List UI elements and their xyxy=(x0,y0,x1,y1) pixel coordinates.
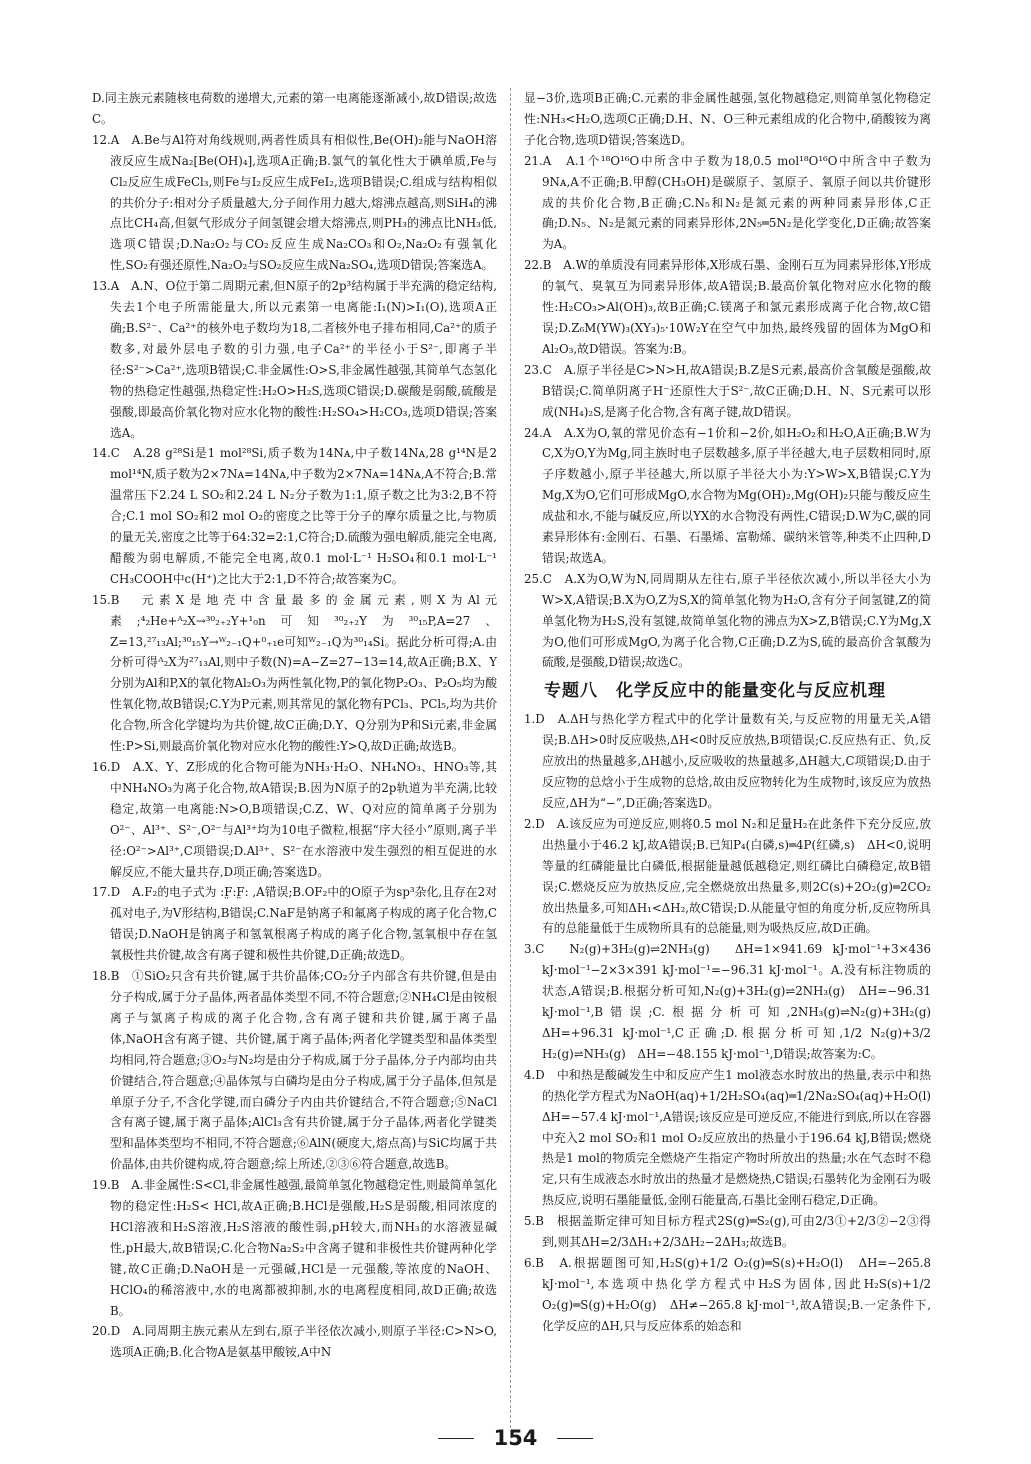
right-column xyxy=(524,88,943,1337)
right-column-answers-b xyxy=(524,709,943,1336)
answer-paragraph: 15.B 元素X是地壳中含量最多的金属元素,则X为Al元素;⁴₂He+ᴬ₂X→³⁰₂₊₂Y+¹₀n可知³⁰₂₊₂Y为³⁰₁₅P,A=27、Z=13,²⁷₁₃Al;³⁰₁₅Y→ᵂ₂₋₁Q+⁰₊₁e可知ᵂ₂₋₁Q为³⁰₁₄Si。据此分析可得;A.由分析可得ᴬ₂X为²⁷₁₃Al,则中子数(N)=A−Z=27−13=14,故A正确;B.X、Y分别为Al和P,X的氧化物Al₂O₃为两性氧化物,P的氧化物P₂O₃、P₂O₅均为酸性氧化物,故B错误;C.Y为P元素,则其常见的氯化物有PCl₃、PCl₅,均为共价化合物,所含化学键均为共价键,故C正确;D.Y、Q分别为P和Si元素,非金属性:P>Si,则最高价氧化物对应水化物的酸性:Y>Q,故D正确;故选B。 xyxy=(92,592,497,754)
answer-paragraph: 18.B ①SiO₂只含有共价键,属于共价晶体;CO₂分子内部含有共价键,但是由分子构成,属于分子晶体,两者晶体类型不同,不符合题意;②NH₄Cl是由铵根离子与氯离子构成的离子化合物,含有离子键和共价键,属于离子晶体,NaOH含有离子键、共价键,属于离子晶体;两者化学键类型和晶体类型均相同,符合题意;③O₂与N₂均是由分子构成,属于分子晶体,分子内部均由共价键结合,符合题意;④晶体氖与白磷均是由分子构成,属于分子晶体,但氖是单原子分子,不含化学键,而白磷分子内由共价键结合,不符合题意;⑤NaCl含有离子键,属于离子晶体;AlCl₃含有共价键,属于分子晶体,两者化学键类型和晶体类型均不相同,不符合题意;⑥AlN(硬度大,熔点高)与SiC均属于共价晶体,由共价键构成,符合题意;综上所述,②③⑥符合题意,故选B。 xyxy=(92,969,497,1172)
answer-paragraph: 13.A A.N、O位于第二周期元素,但N原子的2p³结构属于半充满的稳定结构,失去1个电子所需能量大,所以元素第一电离能:I₁(N)>I₁(O),选项A正确;B.S²⁻、Ca²⁺的核外电子数均为18,二者核外电子排布相同,Ca²⁺的质子数多,对最外层电子数的引力强,电子Ca²⁺的半径小于S²⁻,即离子半径:S²⁻>Ca²⁺,选项B错误;C.非金属性:O>S,非金属性越强,其简单气态氢化物的热稳定性越强,热稳定性:H₂O>H₂S,选项C错误;D.碳酸是弱酸,硫酸是强酸,即最高价氧化物对应水化物的酸性:H₂SO₄>H₂CO₃,选项D错误;答案选A。 xyxy=(92,279,497,440)
answer-paragraph: 3.C N₂(g)+3H₂(g)⇌2NH₃(g) ΔH=1×941.69 kJ·mol⁻¹+3×436 kJ·mol⁻¹−2×3×391 kJ·mol⁻¹=−96.31 kJ·mol⁻¹。A.没有标注物质的状态,A错误;B.根据分析可知,N₂(g)+3H₂(g)⇌2NH₃(g) ΔH=−96.31 kJ·mol⁻¹,B错误;C.根据分析可知,2NH₃(g)⇌N₂(g)+3H₂(g) ΔH=+96.31 kJ·mol⁻¹,C正确;D.根据分析可知,1/2 N₂(g)+3/2 H₂(g)⇌NH₃(g) ΔH=−48.155 kJ·mol⁻¹,D错误;故答案为:C。 xyxy=(524,942,943,1061)
answer-paragraph: 1.D A.ΔH与热化学方程式中的化学计量数有关,与反应物的用量无关,A错误;B.ΔH>0时反应吸热,ΔH<0时反应放热,B项错误;C.反应热有正、负,反应放出的热量越多,ΔH越小,反应吸收的热量越多,ΔH越大,C项错误;D.由于反应物的总焓小于生成物的总焓,故由反应物转化为生成物时,该反应为放热反应,ΔH为“−”,D正确;答案选D。 xyxy=(524,712,931,810)
answer-paragraph: 5.B 根据盖斯定律可知目标方程式2S(g)═S₂(g),可由2/3①+2/3②−2③得到,则其ΔH=2/3ΔH₁+2/3ΔH₂−2ΔH₃;故选B。 xyxy=(524,1214,931,1250)
left-column xyxy=(92,88,497,1363)
answer-paragraph: 22.B A.W的单质没有同素异形体,X形成石墨、金刚石互为同素异形体,Y形成的氧气、臭氧互为同素异形体,故A错误;B.最高价氧化物对应水化物的酸性:H₂CO₃>Al(OH)₃,故B正确;C.镁离子和氯元素形成离子化合物,故C错误;D.Z₆M(YW)₃(XY₃)₅·10W₂Y在空气中加热,最终残留的固体为MgO和Al₂O₃,故D错误。答案为:B。 xyxy=(524,258,931,356)
answer-paragraph: 17.D A.F₂的电子式为 :F̤:F̤: ,A错误;B.OF₂中的O原子为sp³杂化,且存在2对孤对电子,为V形结构,B错误;C.NaF是钠离子和氟离子构成的离子化合物,C错误;D.NaOH是钠离子和氢氧根离子构成的离子化合物,氢氧根中存在氢氧极性共价键,故含有离子键和极性共价键,D正确;故选D。 xyxy=(92,885,497,963)
right-column-answers-a xyxy=(524,88,931,673)
answer-paragraph: 16.D A.X、Y、Z形成的化合物可能为NH₃·H₂O、NH₄NO₃、HNO₃等,其中NH₄NO₃为离子化合物,故A错误;B.因为N原子的2p轨道为半充满,比较稳定,故第一电离能:N>O,B项错误;C.Z、W、Q对应的简单离子分别为O²⁻、Al³⁺、S²⁻,O²⁻与Al³⁺均为10电子微粒,根据“序大径小”原则,离子半径:O²⁻>Al³⁺,C项错误;D.Al³⁺、S²⁻在水溶液中发生强烈的相互促进的水解反应,不能大量共存,D项正确;答案选D。 xyxy=(92,760,497,879)
answer-paragraph: 显−3价,选项B正确;C.元素的非金属性越强,氢化物越稳定,则简单氢化物稳定性:NH₃<H₂O,选项C正确;D.H、N、O三种元素组成的化合物中,硝酸铵为离子化合物,选项D错误;答案选D。 xyxy=(524,91,931,147)
answer-paragraph: 6.B A.根据题图可知,H₂S(g)+1/2 O₂(g)═S(s)+H₂O(l) ΔH=−265.8 kJ·mol⁻¹,本选项中热化学方程式中H₂S为固体,因此H₂S(s)+1/2 O₂(g)═S(g)+H₂O(g) ΔH≠−265.8 kJ·mol⁻¹,故A错误;B.一定条件下,化学反应的ΔH,只与反应体系的始态和 xyxy=(524,1255,931,1333)
answer-paragraph: 20.D A.同周期主族元素从左到右,原子半径依次减小,则原子半径:C>N>O,选项A正确;B.化合物A是氨基甲酸铵,A中N xyxy=(92,1324,497,1360)
answer-paragraph: 4.D 中和热是酸碱发生中和反应产生1 mol液态水时放出的热量,表示中和热的热化学方程式为NaOH(aq)+1/2H₂SO₄(aq)═1/2Na₂SO₄(aq)+H₂O(l) ΔH=−57.4 kJ·mol⁻¹,A错误;该反应是可逆反应,不能进行到底,所以在容器中充入2 mol SO₂和1 mol O₂反应放出的热量小于196.64 kJ,B错误;燃烧热是1 mol的物质完全燃烧产生指定产物时所放出的热量;水在气态时不稳定,只有生成液态水时放出的热量才是燃烧热,C错误;石墨转化为金刚石为吸热反应,说明石墨能量低,金刚石能量高,石墨比金刚石稳定,D正确。 xyxy=(524,1067,943,1208)
column-divider xyxy=(510,88,511,1428)
answer-paragraph: 12.A A.Be与Al符对角线规则,两者性质具有相似性,Be(OH)₂能与NaOH溶液反应生成Na₂[Be(OH)₄],选项A正确;B.氯气的氧化性大于碘单质,Fe与Cl₂反应生成FeCl₃,则Fe与I₂反应生成FeI₂,选项B错误;C.组成与结构相似的共价分子:相对分子质量越大,分子间作用力越大,熔沸点越高,则SiH₄的沸点比CH₄高,但氨气形成分子间氢键会增大熔沸点,则PH₃的沸点比NH₃低,选项C错误;D.Na₂O₂与CO₂反应生成Na₂CO₃和O₂,Na₂O₂有强氧化性,SO₂有强还原性,Na₂O₂与SO₂反应生成Na₂SO₄,选项D错误;答案选A。 xyxy=(92,132,497,273)
answer-paragraph: 2.D A.该反应为可逆反应,则将0.5 mol N₂和足量H₂在此条件下充分反应,放出热量小于46.2 kJ,故A错误;B.已知P₄(白磷,s)═4P(红磷,s) ΔH<0,说明等量的红磷能量比白磷低,根据能量越低越稳定,则红磷比白磷稳定,故B错误;C.燃烧反应为放热反应,完全燃烧放出热量多,则2C(s)+2O₂(g)═2CO₂放出热量多,可知ΔH₁<ΔH₂,故C错误;D.从能量守恒的角度分析,反应物所具有的总能量低于生成物所具有的总能量,则为吸热反应,故D正确。 xyxy=(524,816,931,936)
answer-paragraph: 14.C A.28 g²⁸Si是1 mol²⁸Si,质子数为14Nᴀ,中子数14Nᴀ,28 g¹⁴N是2 mol¹⁴N,质子数为2×7Nᴀ=14Nᴀ,中子数为2×7Nᴀ=14Nᴀ,A不符合;B.常温常压下2.24 L SO₂和2.24 L N₂分子数为1:1,原子数之比为3:2,B不符合;C.1 mol SO₂和2 mol O₂的密度之比等于分子的摩尔质量之比,与物质的量无关,密度之比等于64:32=2:1,C符合;D.硫酸为强电解质,能完全电离,醋酸为弱电解质,不能完全电离,故0.1 mol·L⁻¹ H₂SO₄和0.1 mol·L⁻¹ CH₃COOH中c(H⁺)之比大于2:1,D不符合;故答案为C。 xyxy=(92,446,497,586)
page-number: 154 xyxy=(493,1426,538,1450)
answer-paragraph: 21.A A.1个¹⁸O¹⁶O中所含中子数为18,0.5 mol¹⁸O¹⁶O中所含中子数为9Nᴀ,A不正确;B.甲醇(CH₃OH)是碳原子、氢原子、氧原子间以共价键形成的共价化合物,B正确;C.N₅和N₂是氮元素的两种同素异形体,C正确;D.N₅、N₂是氮元素的同素异形体,2N₅═5N₂是化学变化,D正确;故答案为A。 xyxy=(524,153,931,252)
answer-paragraph: 19.B A.非金属性:S<Cl,非金属性越强,最简单氢化物越稳定性,则最简单氢化物的稳定性:H₂S< HCl,故A正确;B.HCl是强酸,H₂S是弱酸,相同浓度的HCl溶液和H₂S溶液,H₂S溶液的酸性弱,pH较大,而NH₃的水溶液显碱性,pH最大,故B错误;C.化合物Na₂S₂中含离子键和非极性共价键两种化学键,故C正确;D.NaOH是一元强碱,HCl是一元强酸,等浓度的NaOH、HClO₄的稀溶液中,水的电离都被抑制,水的电离程度相同,故D正确;故选B。 xyxy=(92,1178,497,1318)
answer-paragraph: 23.C A.原子半径是C>N>H,故A错误;B.Z是S元素,最高价含氧酸是强酸,故B错误;C.简单阴离子H⁻还原性大于S²⁻,故C正确;D.H、N、S元素可以形成(NH₄)₂S,是离子化合物,含有离子键,故D错误。 xyxy=(524,362,931,419)
answer-paragraph: D.同主族元素随核电荷数的递增大,元素的第一电离能逐渐减小,故D错误;故选C。 xyxy=(92,91,497,126)
answer-paragraph: 25.C A.X为O,W为N,同周期从左往右,原子半径依次减小,所以半径大小为W>X,A错误;B.X为O,Z为S,X的简单氢化物为H₂O,含有分子间氢键,Z的简单氢化物为H₂S,没有氢键,故简单氢化物的沸点为X>Z,B错误;C.Y为Mg,X为O,他们可形成MgO,为离子化合物,C正确;D.Z为S,硫的最高价含氧酸为硫酸,是强酸,D错误;故选C。 xyxy=(524,571,931,670)
footer-dash-right xyxy=(557,1438,593,1439)
page-footer xyxy=(0,1426,1031,1450)
footer-dash-left xyxy=(438,1438,474,1439)
answer-paragraph: 24.A A.X为O,氧的常见价态有−1价和−2价,如H₂O₂和H₂O,A正确;B.W为C,X为O,Y为Mg,同主族时电子层数越多,原子半径越大,电子层数相同时,原子序数越小,原子半径越大,所以原子半径大小为:Y>W>X,B错误;C.Y为Mg,X为O,它们可形成MgO,水合物为Mg(OH)₂,Mg(OH)₂只能与酸反应生成盐和水,不能与碱反应,所以YX的水合物没有两性,C错误;D.W为C,碳的同素异形体有:金刚石、石墨、石墨烯、富勒烯、碳纳米管等,种类不止四种,D错误;故选A。 xyxy=(524,425,931,565)
section-title: 专题八 化学反应中的能量变化与反应机理 xyxy=(544,681,886,702)
